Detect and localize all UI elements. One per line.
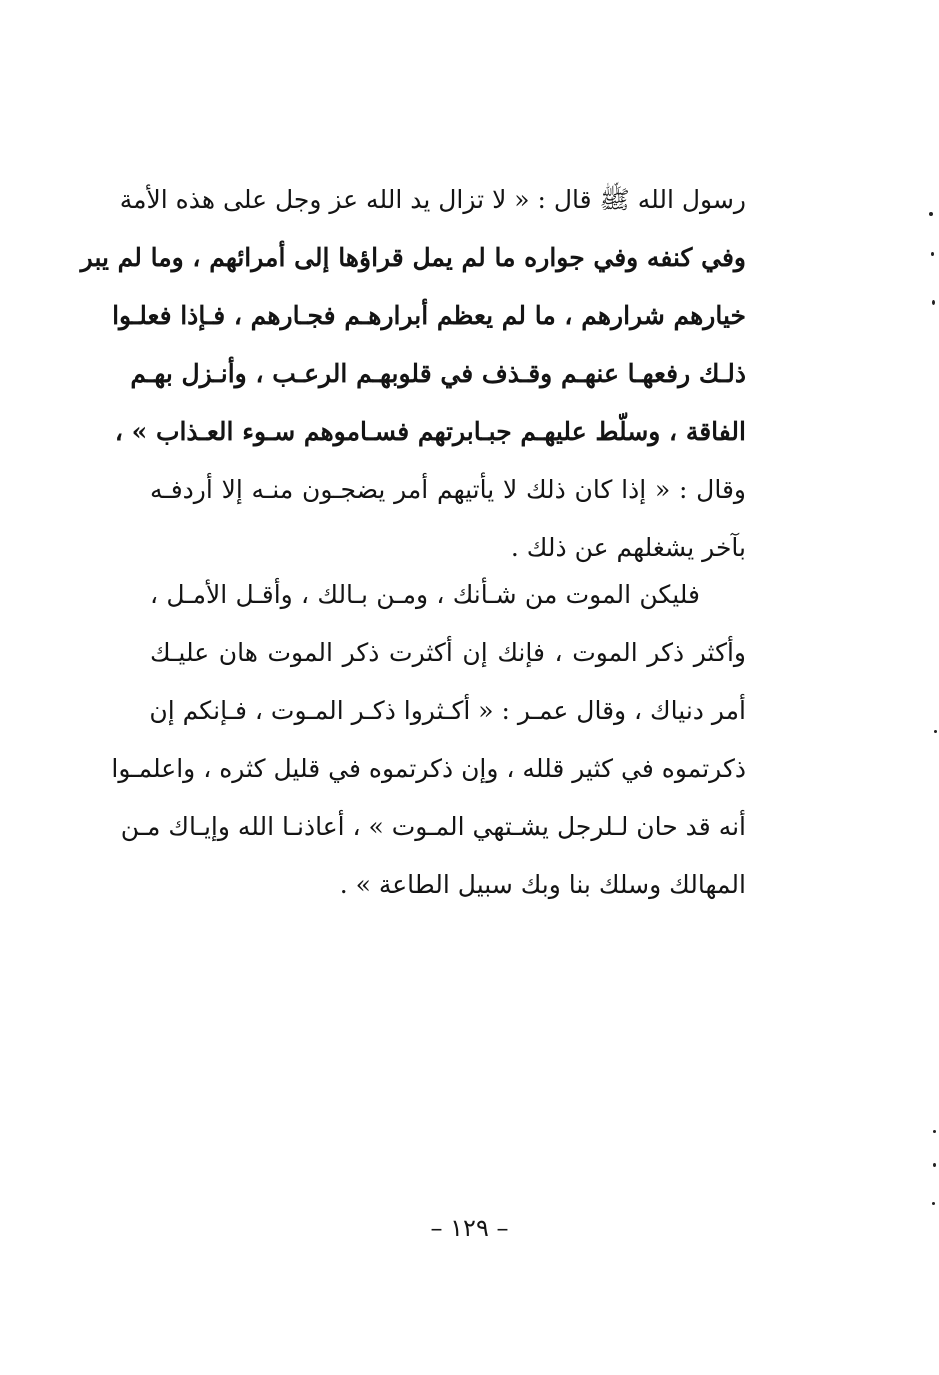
paragraph-line: وفي كنفه وفي جواره ما لم يمل قراؤها إلى أمرائهم ، وما لم يبر — [80, 243, 746, 272]
paragraph-line: ذلـك رفعهـا عنهـم وقـذف في قلوبهـم الرعـب ، وأنـزل بهـم — [130, 359, 746, 388]
paragraph-line: أمر دنياك ، وقال عمـر : « أكـثروا ذكـر المـوت ، فـإنكم إن — [149, 696, 746, 725]
paragraph-2 — [111, 566, 746, 914]
paragraph-line: وأكثر ذكر الموت ، فإنك إن أكثرت ذكر الموت هان عليـك — [150, 638, 746, 667]
scan-speck — [932, 1202, 935, 1205]
scan-speck — [932, 300, 935, 305]
scan-speck — [933, 1130, 936, 1133]
page-number: – ١٢٩ – — [430, 1214, 509, 1242]
paragraph-line: فليكن الموت من شـأنك ، ومـن بـالك ، وأقـل الأمـل ، — [150, 580, 700, 609]
scan-speck — [931, 252, 934, 256]
paragraph-line: ذكرتموه في كثير قلله ، وإن ذكرتموه في قليل كثره ، واعلمـوا — [111, 754, 746, 783]
paragraph-line: خيارهم شرارهم ، ما لم يعظم أبرارهـم فجـارهم ، فـإذا فعلـوا — [112, 301, 746, 330]
paragraph-line: الفاقة ، وسلّط عليهـم جبـابرتهم فسـاموهم سـوء العـذاب » ، — [114, 417, 746, 446]
paragraph-line: بآخر يشغلهم عن ذلك . — [510, 533, 746, 562]
paragraph-line: المهالك وسلك بنا وبك سبيل الطاعة » . — [339, 870, 746, 899]
scan-speck — [929, 212, 933, 216]
paragraph-1 — [80, 171, 746, 577]
paragraph-line: أنه قد حان لـلرجل يشـتهي المـوت » ، أعاذنـا الله وإيـاك مـن — [120, 812, 746, 841]
scan-speck — [933, 1163, 936, 1167]
paragraph-line: وقال : « إذا كان ذلك لا يأتيهم أمر يضجـون منـه إلا أردفـه — [150, 475, 746, 504]
paragraph-line: رسول الله ﷺ قال : « لا تزال يد الله عز وجل على هذه الأمة — [119, 185, 746, 214]
scan-speck — [934, 730, 937, 733]
